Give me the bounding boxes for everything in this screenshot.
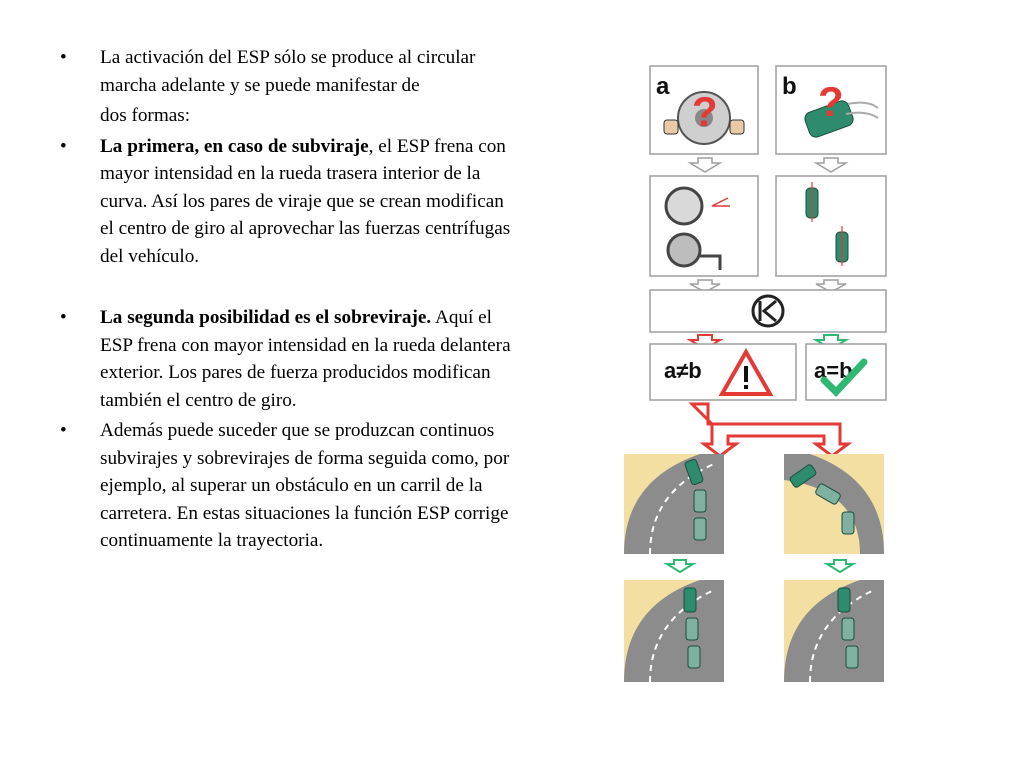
esp-icon [753,296,783,326]
bullet-dot: • [60,420,67,441]
sensor-icon [668,234,700,266]
panel-a-label: a [656,73,670,100]
bullet-dot: • [60,135,67,157]
bullet-text: Además puede suceder que se produzcan continuos subvirajes y sobrevirajes de forma seguida como, por ejemplo, al superar un obstáculo en un carril de la carretera. En estas situaciones la función ESP corrige continuamente la trayectoria. [100,420,510,551]
question-mark-icon: ? [818,78,844,125]
bullet-bold-text: La primera, en caso de subviraje [100,135,369,157]
road-scene-understeer [624,454,724,554]
steering-wheel-icon [666,188,702,224]
split-arrow-icon [692,404,848,456]
down-arrow-icon [667,560,693,572]
down-arrow-icon [690,158,720,172]
road-scene-oversteer [784,454,884,554]
down-arrow-icon [827,560,853,572]
bullet-text: La activación del ESP sólo se produce al circular marcha adelante y se puede manifestar de [100,47,476,96]
panel-b [776,66,886,154]
bullet-continuation: dos formas: [100,105,191,126]
bullet-dot: • [60,307,67,328]
bullet-dot: • [60,47,67,68]
bullet-item-continuous [60,417,520,555]
question-mark-icon: ? [692,88,718,135]
panel-steering-sensor [650,176,758,276]
bullet-item-understeer [60,133,520,271]
neq-label: a≠b [664,358,702,383]
bullet-text: Aquí el ESP frena con mayor intensidad en la rueda delantera exterior. Los pares de fuerza producidos modifican también el centro de giro. [100,307,511,411]
panel-a [650,66,758,154]
bullet-text: , el ESP frena con mayor intensidad en la rueda trasera interior de la curva. Así los pares de viraje que se crean modifican el centro de giro al aprovechar las fuerzas centrífugas del vehículo. [100,135,511,267]
bullet-item-activation [60,44,520,99]
bullet-bold-text: La segunda posibilidad es el sobreviraje. [100,307,432,328]
road-scene-corrected-right [784,580,884,682]
esp-diagram [620,60,890,690]
panel-b-label: b [782,73,797,100]
panel-a-neq-b [650,344,796,400]
down-arrow-icon [816,158,846,172]
bullet-item-oversteer [60,304,520,414]
panel-a-eq-b [806,344,886,400]
esp-control-unit [650,290,886,332]
slide-text [60,44,520,555]
panel-cars [776,176,886,276]
eq-label: a=b [814,358,853,383]
road-scene-corrected-left [624,580,724,682]
